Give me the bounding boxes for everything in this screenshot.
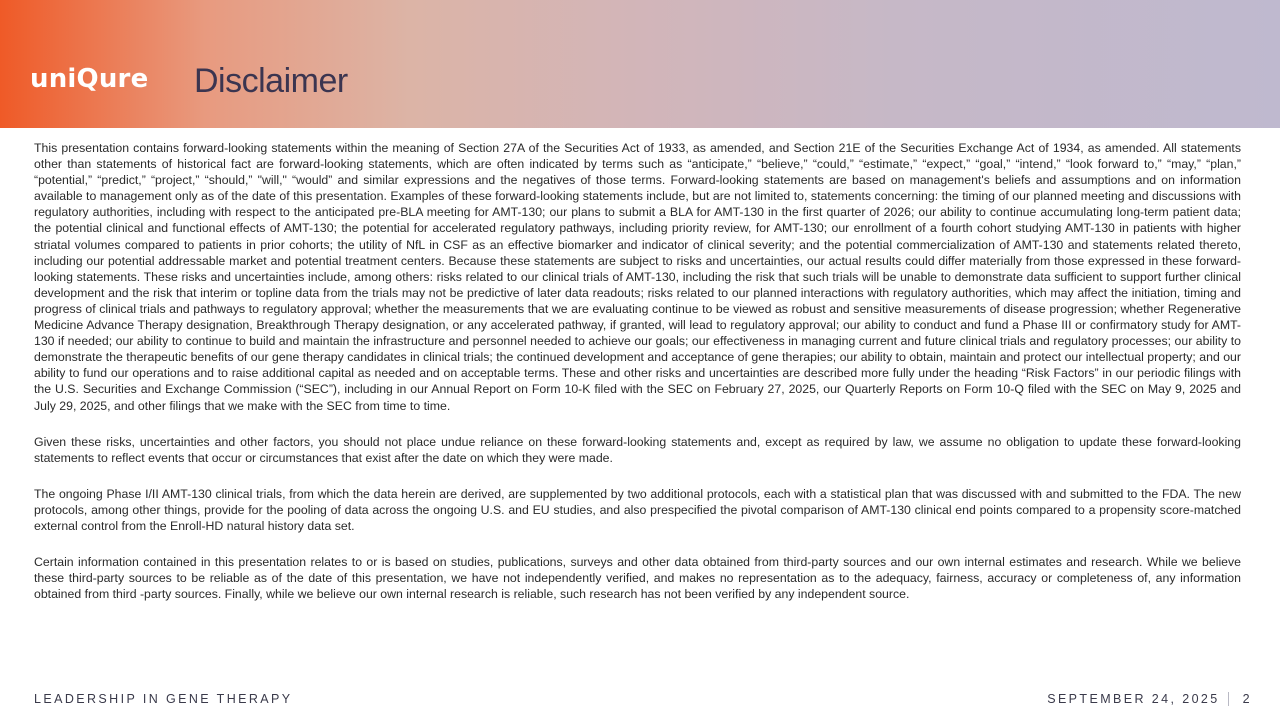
footer-meta (1047, 692, 1252, 706)
paragraph-forward-looking: This presentation contains forward-looking statements within the meaning of Section 27A of the Securities Act of 1933, as amended, and Section 21E of the Securities Exchange Act of 1934, as amended. All statements other than statements of historical fact are forward-looking statements, which are often indicated by terms such as “anticipate,” “believe,” “could,” “estimate,” “expect,” “goal,” “intend,” “look forward to,” “may,” “plan,” “potential,” “predict,” “project,” “should,” "will," “would” and similar expressions and the negatives of those terms. Forward-looking statements are based on management's beliefs and assumptions and on information available to management only as of the date of this presentation. Examples of these forward-looking statements include, but are not limited to, statements concerning: the timing of our planned meeting and discussions with regulatory authorities, including with respect to the anticipated pre-BLA meeting for AMT-130; our plans to submit a BLA for AMT-130 in the first quarter of 2026; our ability to continue accumulating long-term patient data; the potential clinical and functional effects of AMT-130; the potential for accelerated regulatory pathways, including priority review, for AMT-130; our enrollment of a fourth cohort studying AMT-130 in patients with higher striatal volumes compared to patients in prior cohorts; the utility of NfL in CSF as an effective biomarker and indicator of clinical severity; and the potential commercialization of AMT-130 and statements related thereto, including our potential addressable market and potential treatment centers. Because these statements are subject to risks and uncertainties, our actual results could differ materially from those expressed in these forward-looking statements. These risks and uncertainties include, among others: risks related to our clinical trials of AMT-130, including the risk that such trials will be unable to demonstrate data sufficient to support further clinical development and the risk that interim or topline data from the trials may not be predictive of later data readouts; risks related to our planned interactions with regulatory authorities, which may affect the initiation, timing and progress of clinical trials and pathways to regulatory approval; whether the measurements that we are evaluating continue to be viewed as robust and sensitive measurements of disease progression; whether Regenerative Medicine Advance Therapy designation, Breakthrough Therapy designation, or any accelerated pathway, if granted, will lead to regulatory approval; our ability to conduct and fund a Phase III or confirmatory study for AMT-130 if needed; our ability to continue to build and maintain the infrastructure and personnel needed to achieve our goals; our effectiveness in managing current and future clinical trials and regulatory processes; our ability to demonstrate the therapeutic benefits of our gene therapy candidates in clinical trials; the continued development and acceptance of gene therapies; our ability to obtain, maintain and protect our intellectual property; and our ability to fund our operations and to raise additional capital as needed and on acceptable terms. These and other risks and uncertainties are described more fully under the heading “Risk Factors” in our periodic filings with the U.S. Securities and Exchange Commission (“SEC”), including in our Annual Report on Form 10-K filed with the SEC on February 27, 2025, our Quarterly Reports on Form 10-Q filed with the SEC on May 9, 2025 and July 29, 2025, and other filings that we make with the SEC from time to time. (34, 141, 1241, 413)
uniqure-logo: uniQure (30, 64, 149, 94)
footer-tagline: LEADERSHIP IN GENE THERAPY (34, 692, 293, 706)
footer-date: SEPTEMBER 24, 2025 (1047, 692, 1220, 706)
footer-divider (1228, 692, 1229, 706)
page-number: 2 (1242, 692, 1252, 706)
paragraph-risks: Given these risks, uncertainties and other factors, you should not place undue reliance on these forward-looking statements and, except as required by law, we assume no obligation to update these forward-looking statements to reflect events that occur or circumstances that exist after the date on which they were made. (34, 434, 1241, 465)
header-banner (0, 0, 1280, 128)
page-title: Disclaimer (194, 62, 348, 100)
disclaimer-body (34, 140, 1241, 622)
paragraph-clinical-trials: The ongoing Phase I/II AMT-130 clinical trials, from which the data herein are derived, are supplemented by two additional protocols, each with a statistical plan that was discussed with and submitted to the FDA. The new protocols, among other things, provide for the pooling of data across the ongoing U.S. and EU studies, and also prespecified the pivotal comparison of AMT-130 clinical end points compared to a propensity score-matched external control from the Enroll-HD natural history data set. (34, 486, 1241, 533)
paragraph-third-party: Certain information contained in this presentation relates to or is based on studies, publications, surveys and other data obtained from third-party sources and our own internal estimates and research. While we believe these third-party sources to be reliable as of the date of this presentation, we have not independently verified, and makes no representation as to the adequacy, fairness, accuracy or completeness of, any information obtained from third -party sources. Finally, while we believe our own internal research is reliable, such research has not been verified by any independent source. (34, 555, 1241, 602)
